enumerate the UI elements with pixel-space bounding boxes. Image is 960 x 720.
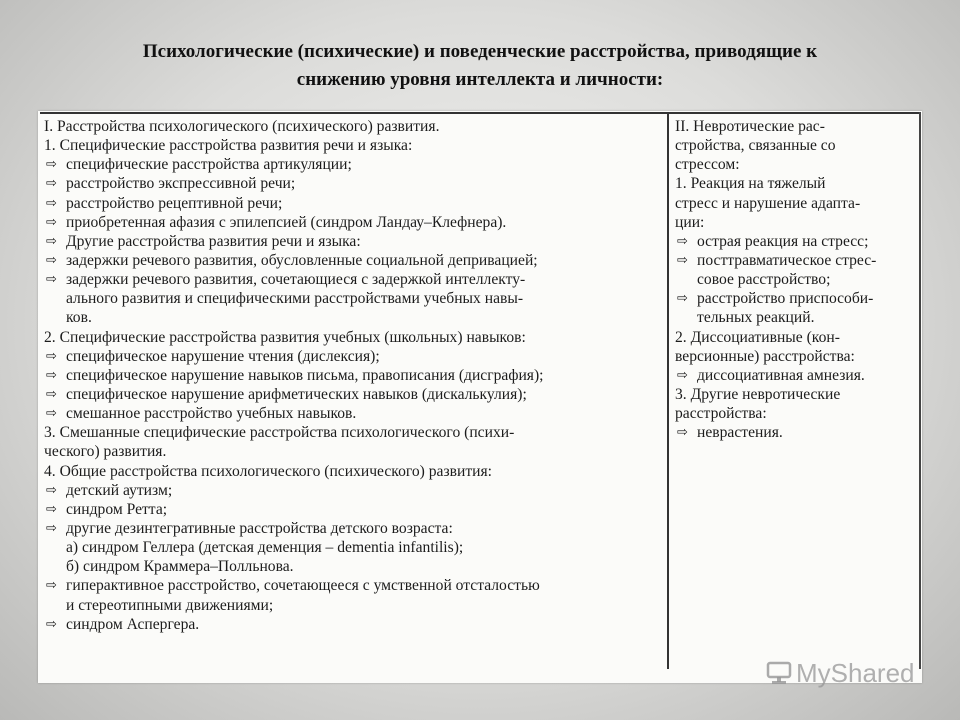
left-line-13 [44,347,662,366]
left-line-22 [44,519,662,538]
slideshare-logo-icon [766,660,792,686]
right-line-text: неврастения. [697,424,783,442]
left-line-text: I. Расстройства психологического (психического) развития. [44,118,440,135]
right-line-text: 2. Диссоциативные (кон- [675,328,840,346]
right-line-text: 1. Реакция на тяжелый [675,175,826,193]
left-line-text: 2. Специфические расстройства развития учебных (школьных) навыков: [44,328,526,346]
left-line-20 [44,481,662,500]
right-line-text: ции: [675,213,705,231]
right-line-text: 3. Другие невротические [675,385,841,403]
left-line-text: задержки речевого развития, обусловленные социальной депривацией; [66,251,538,269]
watermark [766,655,915,691]
right-line-text: посттравматическое стрес- [697,251,877,269]
left-line-7 [44,232,662,251]
right-line-8 [675,251,917,270]
right-line-5 [675,194,917,213]
right-line-text: II. Невротические рас- [675,118,825,135]
left-line-text: 1. Специфические расстройства развития речи и языка: [44,137,413,155]
left-line-text: детский аутизм; [66,481,173,499]
left-line-25 [44,576,662,595]
arrow-bullet-icon: ⇨ [46,195,57,211]
left-line-text: задержки речевого развития, сочетающиеся с задержкой интеллекту- [66,271,526,289]
left-line-text: смешанное расстройство учебных навыков. [66,405,357,423]
right-line-text: стройства, связанные со [675,137,836,155]
right-line-2 [675,136,917,155]
left-line-text: б) синдром Краммера–Полльнова. [66,558,294,576]
table-top-rule [40,112,920,114]
right-line-text: стресс и нарушение адапта- [675,194,861,212]
watermark-text: MyShared [796,657,915,688]
left-line-19 [44,462,662,481]
arrow-bullet-icon: ⇨ [46,214,57,230]
left-line-text: специфические расстройства артикуляции; [66,156,352,174]
arrow-bullet-icon: ⇨ [677,291,688,307]
right-line-text: тельных реакций. [697,309,815,327]
arrow-bullet-icon: ⇨ [46,348,57,364]
left-line-18 [44,442,662,461]
arrow-bullet-icon: ⇨ [46,501,57,517]
arrow-bullet-icon: ⇨ [677,233,688,249]
right-line-7 [675,232,917,251]
right-line-3 [675,155,917,174]
right-line-10 [675,289,917,308]
right-line-text: расстройство приспособи- [697,290,874,308]
right-line-12 [675,328,917,347]
left-line-text: и стереотипными движениями; [66,596,274,614]
table-right-rule [919,112,921,669]
left-line-9 [44,270,662,289]
left-line-text: гиперактивное расстройство, сочетающееся с умственной отсталостью [66,577,540,595]
left-line-26 [44,596,662,615]
right-column [675,117,917,442]
arrow-bullet-icon: ⇨ [677,367,688,383]
left-line-text: ков. [66,309,92,327]
right-line-14 [675,366,917,385]
right-line-9 [675,270,917,289]
right-line-15 [675,385,917,404]
right-line-6 [675,213,917,232]
left-line-27 [44,615,662,634]
left-line-text: ческого) развития. [44,443,167,461]
left-line-text: специфическое нарушение навыков письма, правописания (дисграфия); [66,366,544,384]
slide-title [20,38,940,94]
arrow-bullet-icon: ⇨ [46,386,57,402]
left-line-text: ального развития и специфическими расстройствами учебных навы- [66,290,524,308]
left-line-text: 4. Общие расстройства психологического (психического) развития: [44,462,493,480]
left-line-text: расстройство рецептивной речи; [66,194,283,212]
left-line-text: специфическое нарушение арифметических навыков (дискалькулия); [66,385,527,403]
left-line-text: расстройство экспрессивной речи; [66,175,296,193]
left-line-text: приобретенная афазия с эпилепсией (синдром Ландау–Клефнера). [66,213,507,231]
left-line-3 [44,155,662,174]
left-line-5 [44,194,662,213]
right-line-text: острая реакция на стресс; [697,232,869,250]
right-line-16 [675,404,917,423]
left-line-17 [44,423,662,442]
left-line-text: 3. Смешанные специфические расстройства психологического (психи- [44,424,515,442]
left-line-1 [44,117,662,136]
right-line-text: версионные) расстройства: [675,347,855,365]
arrow-bullet-icon: ⇨ [46,482,57,498]
right-line-text: стрессом: [675,156,740,174]
right-line-17 [675,423,917,442]
left-line-16 [44,404,662,423]
arrow-bullet-icon: ⇨ [46,578,57,594]
left-line-14 [44,366,662,385]
title-line-2: снижению уровня интеллекта и личности: [296,69,664,90]
left-line-2 [44,136,662,155]
left-line-text: специфическое нарушение чтения (дислексия); [66,347,380,365]
right-line-text: диссоциативная амнезия. [697,366,865,384]
left-line-10 [44,289,662,308]
left-line-21 [44,500,662,519]
left-line-12 [44,328,662,347]
left-line-text: синдром Аспергера. [66,615,200,633]
left-line-6 [44,213,662,232]
left-line-text: Другие расстройства развития речи и языка: [66,232,361,250]
arrow-bullet-icon: ⇨ [46,367,57,383]
left-line-15 [44,385,662,404]
left-line-4 [44,174,662,193]
left-line-24 [44,557,662,576]
arrow-bullet-icon: ⇨ [46,176,57,192]
left-column [44,117,662,634]
left-line-23 [44,538,662,557]
right-line-text: совое расстройство; [697,271,831,289]
arrow-bullet-icon: ⇨ [46,406,57,422]
arrow-bullet-icon: ⇨ [46,272,57,288]
left-line-text: а) синдром Геллера (детская деменция – dementia infantilis); [66,539,464,557]
arrow-bullet-icon: ⇨ [46,616,57,632]
title-line-1: Психологические (психические) и поведенческие расстройства, приводящие к [142,41,818,62]
right-line-text: расстройства: [675,405,767,423]
arrow-bullet-icon: ⇨ [46,252,57,268]
right-line-4 [675,174,917,193]
right-line-1 [675,117,917,136]
arrow-bullet-icon: ⇨ [46,520,57,536]
left-line-text: синдром Ретта; [66,500,168,518]
arrow-bullet-icon: ⇨ [677,252,688,268]
right-line-11 [675,308,917,327]
table-column-divider [667,112,669,669]
left-line-text: другие дезинтегративные расстройства детского возраста: [66,519,453,537]
arrow-bullet-icon: ⇨ [46,157,57,173]
left-line-11 [44,308,662,327]
scanned-table [38,111,922,683]
arrow-bullet-icon: ⇨ [46,233,57,249]
left-line-8 [44,251,662,270]
right-line-13 [675,347,917,366]
arrow-bullet-icon: ⇨ [677,425,688,441]
